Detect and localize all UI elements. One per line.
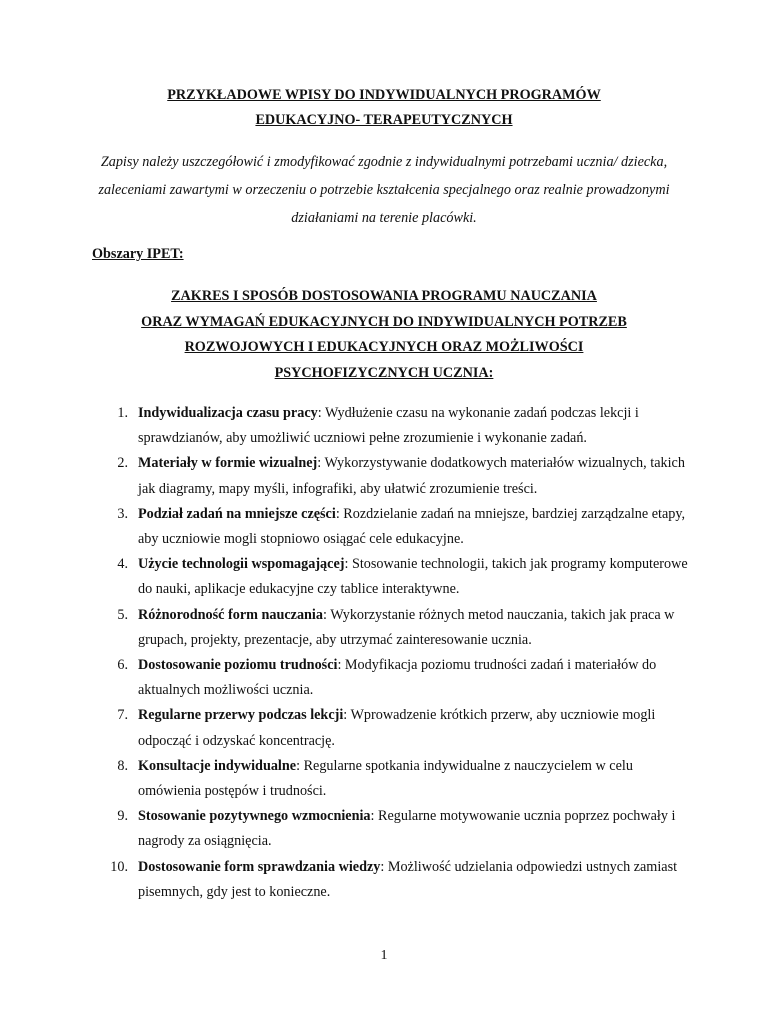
item-text: : Możliwość udzielania odpowiedzi ustnych zamiast pisemnych, gdy jest to konieczne.: [138, 858, 678, 900]
item-text: : Wykorzystanie różnych metod nauczania, takich jak praca w grupach, projekty, prezentacje, aby utrzymać zainteresowanie ucznia.: [138, 606, 675, 648]
item-term: Materiały w formie wizualnej: [138, 455, 318, 472]
item-term: Użycie technologii wspomagającej: [138, 556, 345, 573]
section-heading-line-4: PSYCHOFIZYCZNYCH UCZNIA:: [274, 364, 494, 381]
item-number: 8.: [117, 757, 128, 774]
item-text: : Wykorzystywanie dodatkowych materiałów wizualnych, takich jak diagramy, mapy myśli, infografiki, aby ułatwić zrozumienie treści.: [138, 455, 685, 497]
section-heading-line-3: ROZWOJOWYCH I EDUKACYJNYCH ORAZ MOŻLIWOŚCI: [184, 339, 584, 355]
item-term: Podział zadań na mniejsze części: [138, 505, 336, 522]
item-text: : Regularne spotkania indywidualne z nauczycielem w celu omówienia postępów i trudności.: [138, 757, 633, 800]
list-item: [92, 451, 692, 501]
list-item: [92, 603, 692, 653]
item-term: Różnorodność form nauczania: [138, 606, 323, 623]
item-number: 9.: [117, 808, 128, 825]
section-heading: [90, 284, 678, 386]
list-item: [92, 401, 692, 451]
list-item: [92, 653, 692, 703]
item-number: 4.: [117, 556, 128, 573]
adaptation-list: [92, 401, 692, 905]
item-term: Indywidualizacja czasu pracy: [138, 405, 318, 421]
list-item: [92, 502, 692, 552]
item-text: : Regularne motywowanie ucznia poprzez pochwały i nagrody za osiągnięcia.: [138, 808, 676, 850]
item-text: : Stosowanie technologii, takich jak programy komputerowe do nauki, aplikacje edukacyjne czy tablice interaktywne.: [138, 556, 688, 598]
item-term: Konsultacje indywidualne: [138, 757, 297, 774]
list-item: [92, 552, 692, 602]
item-number: 5.: [117, 606, 128, 623]
item-text: : Wprowadzenie krótkich przerw, aby uczniowie mogli odpocząć i odzyskać koncentrację.: [138, 707, 656, 749]
item-text: : Rozdzielanie zadań na mniejsze, bardziej zarządzalne etapy, aby uczniowie mogli stopniowo osiągać cele edukacyjne.: [138, 505, 686, 548]
page-number: 1: [380, 948, 388, 963]
list-item: [92, 804, 692, 854]
item-number: 6.: [117, 657, 128, 674]
title-line-1: PRZYKŁADOWE WPISY DO INDYWIDUALNYCH PROGRAMÓW: [167, 87, 601, 103]
item-number: 7.: [117, 707, 128, 724]
title-line-2: EDUKACYJNO- TERAPEUTYCZNYCH: [255, 112, 513, 128]
list-item: [92, 855, 692, 905]
intro-paragraph: Zapisy należy uszczegółowić i zmodyfikować zgodnie z indywidualnymi potrzebami ucznia/ dziecka, zaleceniami zawartymi w orzeczeniu o potrzebie kształcenia specjalnego oraz realnie prowadzonymi działaniami na terenie placówki.: [98, 154, 670, 226]
item-term: Dostosowanie form sprawdzania wiedzy: [138, 858, 381, 875]
item-term: Regularne przerwy podczas lekcji: [138, 707, 344, 724]
list-item: [92, 703, 692, 753]
item-number: 3.: [117, 505, 128, 522]
item-text: : Wydłużenie czasu na wykonanie zadań podczas lekcji i sprawdzianów, aby umożliwić uczniowi pełne zrozumienie i wykonanie zadań.: [138, 405, 639, 447]
item-term: Stosowanie pozytywnego wzmocnienia: [138, 808, 371, 825]
section-heading-line-1: ZAKRES I SPOSÓB DOSTOSOWANIA PROGRAMU NAUCZANIA: [171, 288, 597, 304]
item-number: 1.: [117, 405, 128, 421]
list-item: [92, 754, 692, 804]
section-heading-line-2: ORAZ WYMAGAŃ EDUKACYJNYCH DO INDYWIDUALNYCH POTRZEB: [141, 313, 627, 330]
item-term: Dostosowanie poziomu trudności: [138, 657, 338, 674]
item-number: 10.: [110, 858, 128, 875]
areas-label: Obszary IPET:: [92, 246, 184, 262]
item-number: 2.: [117, 455, 128, 472]
item-text: : Modyfikacja poziomu trudności zadań i materiałów do aktualnych możliwości ucznia.: [138, 657, 657, 699]
document-title: [90, 83, 678, 133]
